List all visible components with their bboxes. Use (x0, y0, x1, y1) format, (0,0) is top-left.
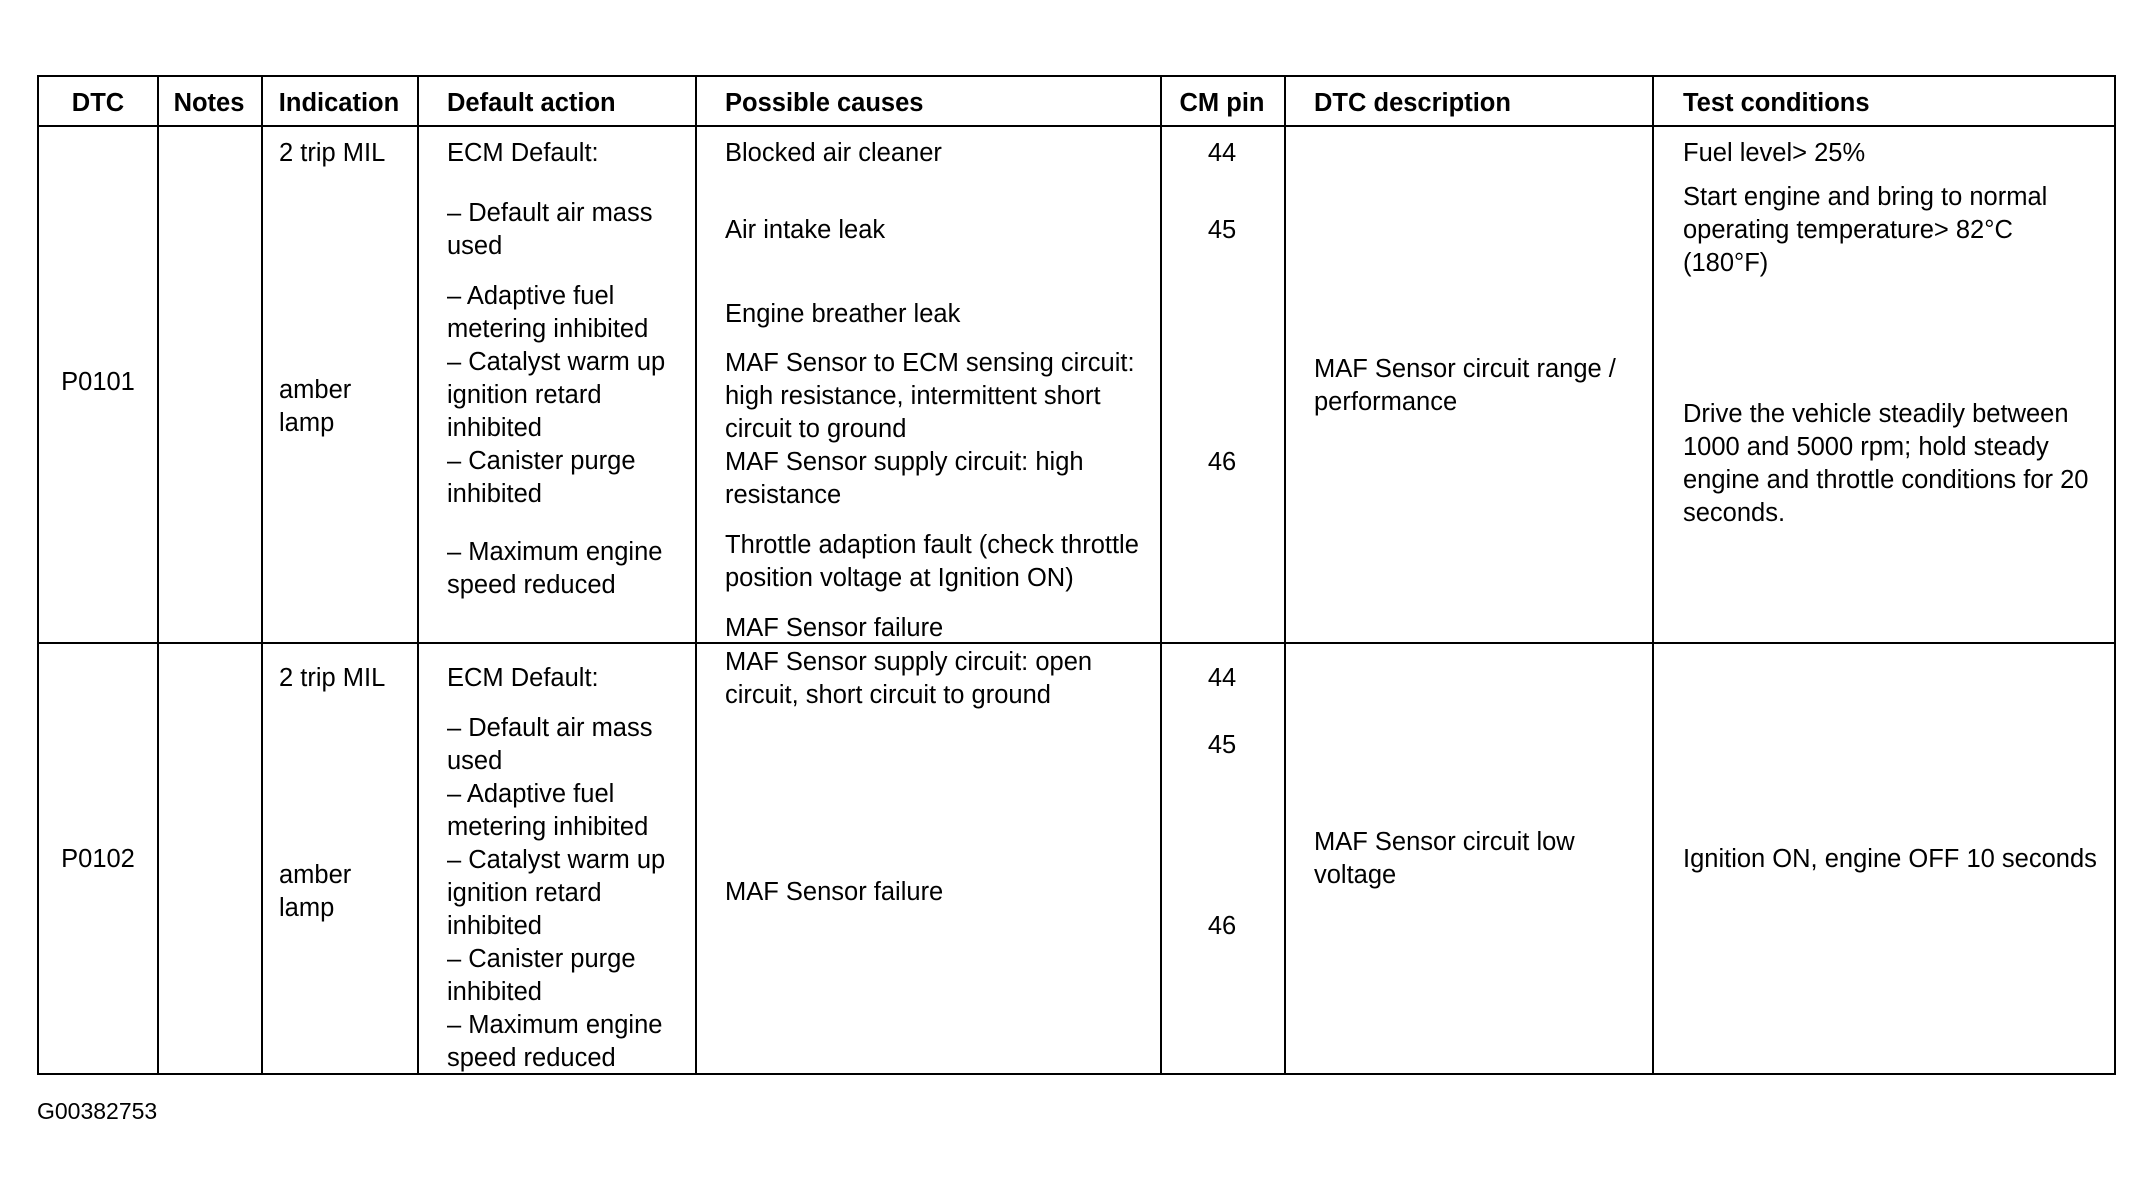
test-condition-line: seconds. (1683, 499, 1786, 527)
default-action-line: – Catalyst warm up (447, 846, 666, 874)
default-action-line: ECM Default: (447, 664, 599, 692)
cm-pin: 44 (1207, 664, 1237, 692)
indication-line: amber (279, 861, 352, 889)
test-condition-line: Ignition ON, engine OFF 10 seconds (1683, 845, 2097, 873)
default-action-line: used (447, 747, 503, 775)
dtc-description-line: performance (1314, 388, 1458, 416)
default-action-line: inhibited (447, 912, 542, 940)
possible-cause-line: MAF Sensor supply circuit: open (725, 648, 1093, 676)
default-action-line: ignition retard (447, 879, 602, 907)
cm-pin: 45 (1207, 731, 1237, 759)
test-condition-line: 1000 and 5000 rpm; hold steady (1683, 433, 2049, 461)
test-condition-line: Fuel level> 25% (1683, 139, 1866, 167)
column-divider (417, 77, 419, 1073)
column-divider (157, 77, 159, 1073)
default-action-line: – Maximum engine (447, 1011, 663, 1039)
possible-cause-line: Blocked air cleaner (725, 139, 942, 167)
possible-cause-line: high resistance, intermittent short (725, 382, 1101, 410)
test-condition-line: operating temperature> 82°C (1683, 216, 2013, 244)
default-action-line: – Default air mass (447, 199, 653, 227)
header-test-conditions: Test conditions (1683, 89, 1870, 117)
default-action-line: – Default air mass (447, 714, 653, 742)
default-action-line: speed reduced (447, 1044, 616, 1072)
indication-line: 2 trip MIL (279, 139, 386, 167)
possible-cause-line: circuit to ground (725, 415, 907, 443)
test-condition-line: Drive the vehicle steadily between (1683, 400, 2069, 428)
indication-line: amber (279, 376, 352, 404)
default-action-line: inhibited (447, 480, 542, 508)
cm-pin: 46 (1207, 448, 1237, 476)
header-possible-causes: Possible causes (725, 89, 924, 117)
dtc-description-line: voltage (1314, 861, 1397, 889)
dtc-table (37, 75, 2116, 1075)
dtc-code: P0102 (61, 845, 135, 873)
possible-cause-line: circuit, short circuit to ground (725, 681, 1051, 709)
dtc-description-line: MAF Sensor circuit range / (1314, 355, 1616, 383)
column-divider (1284, 77, 1286, 1073)
default-action-line: – Catalyst warm up (447, 348, 666, 376)
test-condition-line: (180°F) (1683, 249, 1769, 277)
dtc-code: P0101 (61, 368, 135, 396)
header-dtc: DTC (71, 89, 125, 117)
default-action-line: used (447, 232, 503, 260)
default-action-line: – Maximum engine (447, 538, 663, 566)
default-action-line: ignition retard (447, 381, 602, 409)
possible-cause-line: MAF Sensor failure (725, 878, 944, 906)
possible-cause-line: Throttle adaption fault (check throttle (725, 531, 1139, 559)
default-action-line: speed reduced (447, 571, 616, 599)
column-divider (261, 77, 263, 1073)
default-action-line: metering inhibited (447, 315, 649, 343)
figure-id: G00382753 (37, 1098, 158, 1124)
default-action-line: inhibited (447, 414, 542, 442)
test-condition-line: Start engine and bring to normal (1683, 183, 2048, 211)
possible-cause-line: MAF Sensor to ECM sensing circuit: (725, 349, 1135, 377)
column-divider (695, 77, 697, 1073)
header-dtc-description: DTC description (1314, 89, 1511, 117)
default-action-line: – Adaptive fuel (447, 282, 615, 310)
possible-cause-line: resistance (725, 481, 842, 509)
indication-line: 2 trip MIL (279, 664, 386, 692)
header-indication: Indication (278, 89, 400, 117)
default-action-line: inhibited (447, 978, 542, 1006)
dtc-description-line: MAF Sensor circuit low (1314, 828, 1575, 856)
possible-cause-line: position voltage at Ignition ON) (725, 564, 1074, 592)
default-action-line: – Canister purge (447, 945, 636, 973)
indication-line: lamp (279, 409, 335, 437)
possible-cause-line: MAF Sensor supply circuit: high (725, 448, 1084, 476)
cm-pin: 44 (1207, 139, 1237, 167)
default-action-line: – Canister purge (447, 447, 636, 475)
header-cm-pin: CM pin (1179, 89, 1265, 117)
possible-cause-line: MAF Sensor failure (725, 614, 944, 642)
default-action-line: ECM Default: (447, 139, 599, 167)
default-action-line: – Adaptive fuel (447, 780, 615, 808)
column-divider (1652, 77, 1654, 1073)
header-default-action: Default action (447, 89, 616, 117)
cm-pin: 46 (1207, 912, 1237, 940)
possible-cause-line: Air intake leak (725, 216, 886, 244)
default-action-line: metering inhibited (447, 813, 649, 841)
test-condition-line: engine and throttle conditions for 20 (1683, 466, 2089, 494)
indication-line: lamp (279, 894, 335, 922)
possible-cause-line: Engine breather leak (725, 300, 961, 328)
header-divider (39, 125, 2114, 127)
cm-pin: 45 (1207, 216, 1237, 244)
row-divider (39, 642, 2114, 644)
header-notes: Notes (173, 89, 245, 117)
